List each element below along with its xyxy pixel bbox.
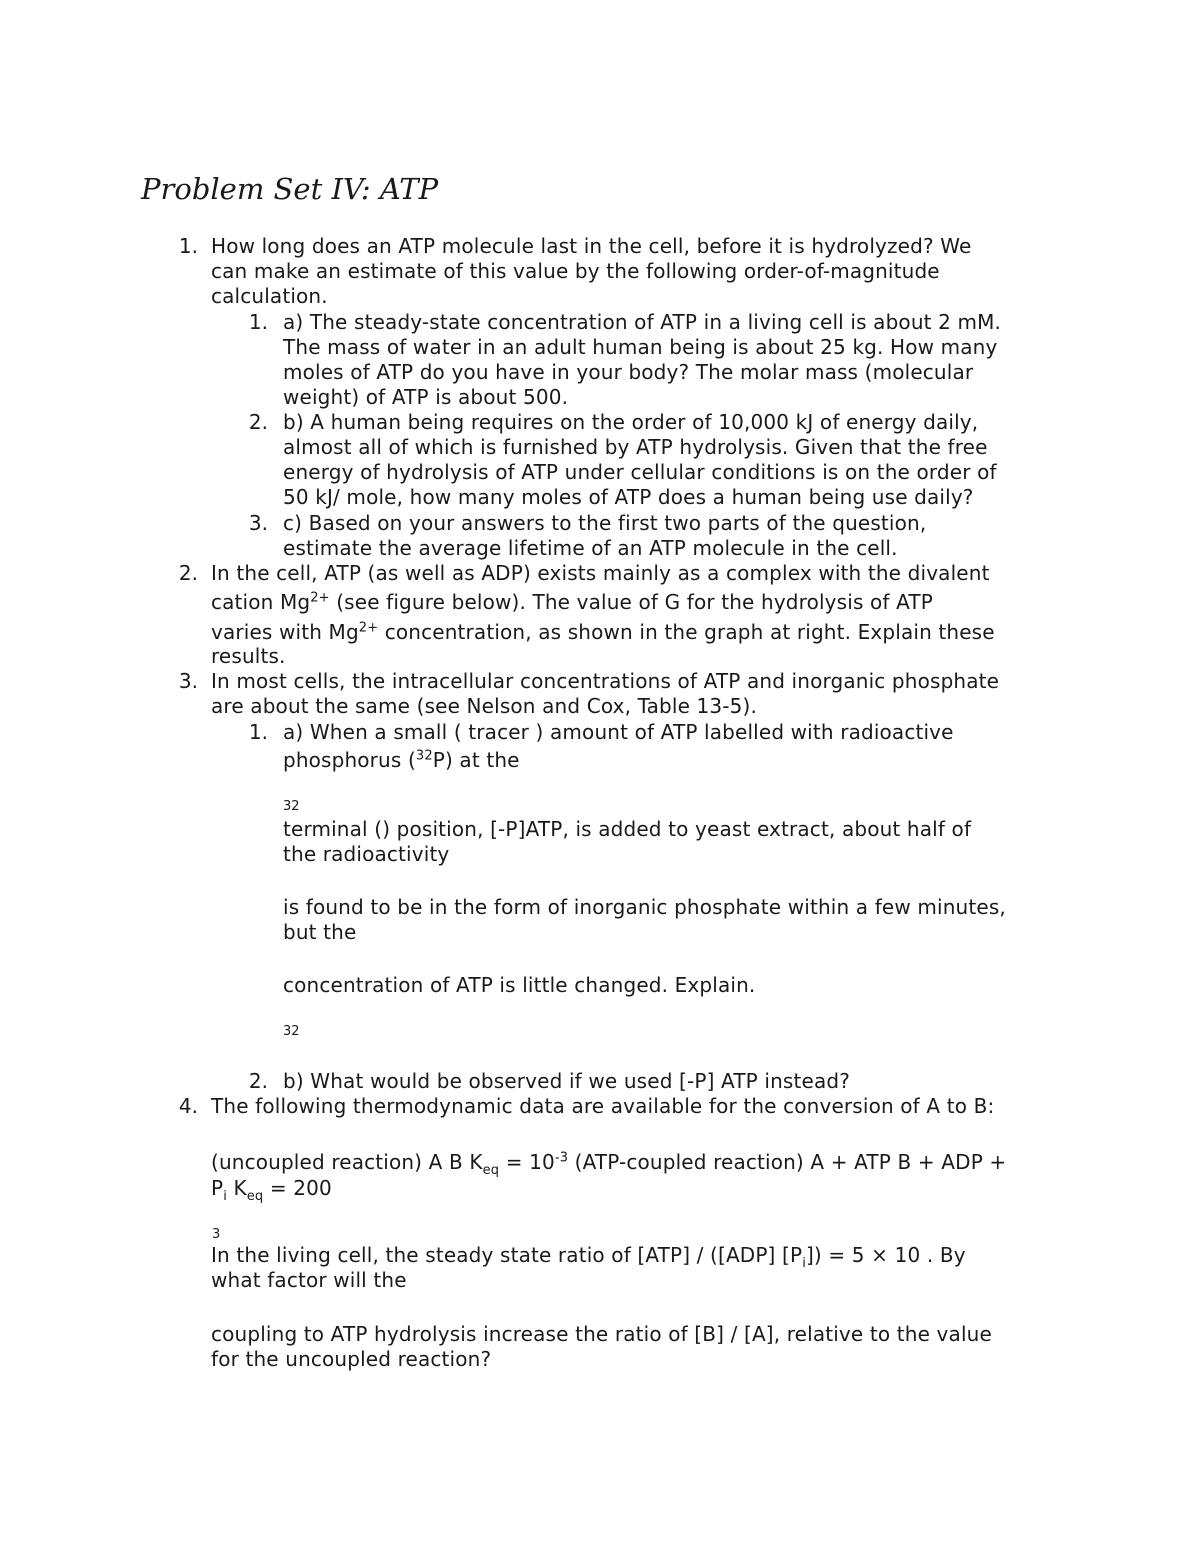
q4-number: 4. <box>178 1094 198 1118</box>
q4-line-4: In the living cell, the steady state ratio of [ATP] / ([ADP] $[P_i]) = 5 \times 10$ . By <box>211 1243 966 1271</box>
q1b-line-4: 50 kJ/ mole, how many moles of ATP does a human being use daily? <box>283 485 974 509</box>
q4-line-7: for the uncoupled reaction? <box>211 1347 492 1371</box>
q1c-number: 3. <box>248 511 268 535</box>
q1a-line-2: The mass of water in an adult human being is about 25 kg. How many <box>283 335 998 359</box>
q3a-line-4: the radioactivity <box>283 842 450 866</box>
q2-line-1: In the cell, ATP (as well as ADP) exists mainly as a complex with the divalent <box>211 561 990 585</box>
q3a-line-3: terminal () position, [-P]ATP, is added to yeast extract, about half of <box>283 817 972 841</box>
q1a-line-4: weight) of ATP is about 500. <box>283 385 569 409</box>
q1c-line-1: c) Based on your answers to the first two parts of the question, <box>283 511 927 535</box>
q4-superscript-3: 3 <box>212 1227 221 1242</box>
q1a-line-3: moles of ATP do you have in your body? The molar mass (molecular <box>283 360 974 384</box>
q4-line-1: The following thermodynamic data are available for the conversion of A to B: <box>211 1094 995 1118</box>
q3a-line-5: is found to be in the form of inorganic phosphate within a few minutes, <box>283 895 1006 919</box>
q3a-line-2: phosphorus ($^{32}$P) at the <box>283 748 520 772</box>
q1a-line-1: a) The steady-state concentration of ATP in a living cell is about 2 mM. <box>283 310 1002 334</box>
q1-number: 1. <box>178 234 198 258</box>
q1-line-2: can make an estimate of this value by the following order-of-magnitude <box>211 259 940 283</box>
q3b-line-1: b) What would be observed if we used [-P] ATP instead? <box>283 1069 850 1093</box>
q3-number: 3. <box>178 669 198 693</box>
q1a-number: 1. <box>248 310 268 334</box>
q3-line-2: are about the same (see Nelson and Cox, Table 13-5). <box>211 694 758 718</box>
q1b-line-2: almost all of which is furnished by ATP hydrolysis. Given that the free <box>283 435 988 459</box>
q1-line-1: How long does an ATP molecule last in the cell, before it is hydrolyzed? We <box>211 234 972 258</box>
q2-number: 2. <box>178 561 198 585</box>
q3-line-1: In most cells, the intracellular concentrations of ATP and inorganic phosphate <box>211 669 1000 693</box>
q4-line-3: $P_i$ $K_{eq} = 200$ <box>211 1176 332 1204</box>
q4-line-2: (uncoupled reaction) A B $K_{eq} = 10^{-3}$ (ATP-coupled reaction) A + ATP B + ADP + <box>211 1150 1007 1178</box>
page-title: Problem Set IV: ATP <box>141 172 439 206</box>
q3a-line-1: a) When a small ( tracer ) amount of ATP labelled with radioactive <box>283 720 954 744</box>
q4-line-6: coupling to ATP hydrolysis increase the ratio of [B] / [A], relative to the value <box>211 1322 992 1346</box>
q1-line-3: calculation. <box>211 284 328 308</box>
q3a-superscript-32-a: 32 <box>283 799 300 814</box>
q3a-number: 1. <box>248 720 268 744</box>
q1b-line-3: energy of hydrolysis of ATP under cellular conditions is on the order of <box>283 460 997 484</box>
q3b-number: 2. <box>248 1069 268 1093</box>
q3a-superscript-32-b: 32 <box>283 1024 300 1039</box>
q3a-line-7: concentration of ATP is little changed. Explain. <box>283 973 756 997</box>
q2-line-4: results. <box>211 644 286 668</box>
q4-line-5: what factor will the <box>211 1268 407 1292</box>
q1b-number: 2. <box>248 410 268 434</box>
q2-line-3: varies with $Mg^{2+}$ concentration, as shown in the graph at right. Explain these <box>211 620 995 644</box>
q3a-line-6: but the <box>283 920 357 944</box>
q2-line-2: cation $Mg^{2+}$ (see figure below). The value of G for the hydrolysis of ATP <box>211 590 933 614</box>
q1c-line-2: estimate the average lifetime of an ATP molecule in the cell. <box>283 536 898 560</box>
q1b-line-1: b) A human being requires on the order of 10,000 kJ of energy daily, <box>283 410 979 434</box>
